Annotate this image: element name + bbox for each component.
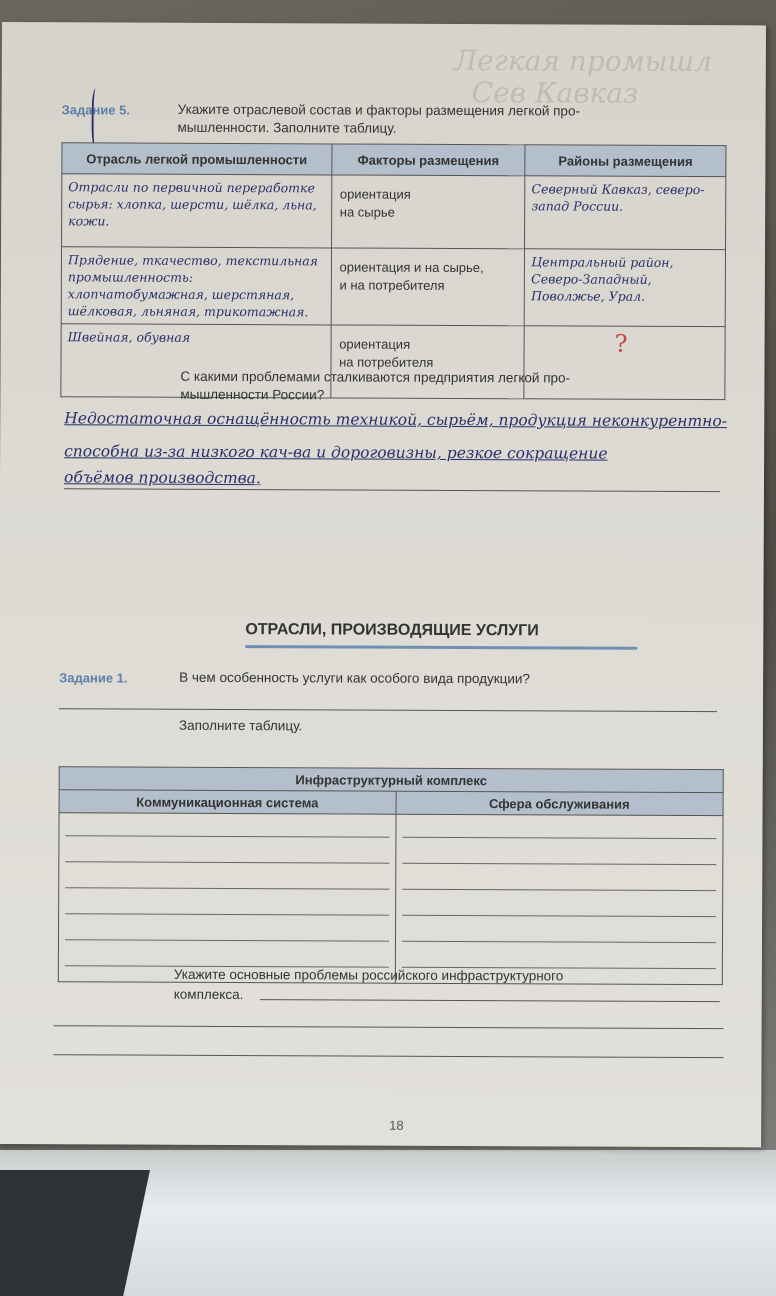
write-line <box>402 863 716 865</box>
communication-cell[interactable] <box>58 813 395 983</box>
write-line <box>402 941 716 943</box>
factor-cell <box>331 248 525 326</box>
task1-label: Задание 1. <box>59 670 128 686</box>
infrastructure-table <box>58 766 724 985</box>
table-row <box>61 247 725 327</box>
problems-text-line1: Укажите основные проблемы российского инфраструктурного <box>173 966 564 984</box>
write-line <box>402 837 716 839</box>
section-underline <box>245 645 637 650</box>
write-line <box>402 915 716 917</box>
problems-text-line2: комплекса. <box>173 986 244 1003</box>
bleed-through-text-1: Легкая промышл <box>453 43 713 79</box>
task5-label: Задание 5. <box>61 102 131 118</box>
header-factors: Факторы размещения <box>331 144 525 176</box>
red-question-mark: ? <box>614 329 628 358</box>
write-line <box>65 887 389 889</box>
infrastructure-table-title: Инфраструктурный комплекс <box>59 767 723 793</box>
factor-line: и на потребителя <box>339 277 445 293</box>
header-regions: Районы размещения <box>525 145 726 177</box>
factor-line: ориентация и на сырье, <box>339 259 484 276</box>
write-line <box>402 889 716 891</box>
task1-answer-line[interactable] <box>59 708 717 712</box>
branch-cell[interactable]: Швейная, обувная <box>61 324 331 398</box>
task5-table <box>60 142 726 400</box>
task5-text-line2: мышленности. Заполните таблицу. <box>177 119 397 136</box>
region-cell[interactable]: Северный Кавказ, северо-запад России. <box>525 176 726 250</box>
bleed-through-text-2: Сев Кавказ <box>471 76 639 110</box>
problems-answer-line-2[interactable] <box>54 1025 724 1029</box>
write-line <box>65 939 389 941</box>
factor-cell <box>330 325 524 399</box>
table-row <box>62 174 726 250</box>
branch-cell[interactable]: Прядение, ткачество, текстильная промышленность: хлопчатобумажная, шерстяная, шёлковая, льняная, трикотажная. <box>61 247 331 325</box>
header-communication: Коммуникационная система <box>59 790 396 814</box>
write-line <box>65 913 389 915</box>
factor-line: на потребителя <box>339 354 434 370</box>
factor-cell <box>331 175 525 249</box>
header-branch: Отрасль легкой промышленности <box>62 143 332 175</box>
problems-answer-line-3[interactable] <box>53 1054 723 1058</box>
workbook-page <box>0 22 766 1147</box>
section-title: ОТРАСЛИ, ПРОИЗВОДЯЩИЕ УСЛУГИ <box>245 621 539 640</box>
write-line <box>65 861 389 863</box>
write-line <box>65 835 389 837</box>
services-cell[interactable] <box>395 814 723 984</box>
factor-line: ориентация <box>339 336 411 352</box>
branch-cell[interactable]: Отрасли по первичной переработке сырья: хлопка, шерсти, шёлка, льна, кожи. <box>62 174 332 248</box>
factor-line: на сырье <box>339 204 395 220</box>
problems-answer-line-1[interactable] <box>260 999 720 1002</box>
answer-line-2[interactable]: способна из-за низкого кач-ва и дороговизны, резкое сокращение <box>64 442 608 463</box>
task5-question-line1: С какими проблемами сталкиваются предприятия легкой про- <box>180 368 571 386</box>
answer-line-3[interactable]: объёмов производства. <box>63 468 261 488</box>
region-cell[interactable]: Центральный район, Северо-Западный, Поволжье, Урал. <box>524 249 725 327</box>
task5-text-line1: Укажите отраслевой состав и факторы размещения легкой про- <box>177 101 581 119</box>
pen-mark <box>91 88 101 148</box>
task1-question: В чем особенность услуги как особого вида продукции? <box>179 669 530 687</box>
page-number: 18 <box>389 1117 404 1133</box>
factor-line: ориентация <box>339 186 411 202</box>
task5-table-header <box>62 143 726 177</box>
task5-question-line2: мышленности России? <box>180 386 325 403</box>
task1-instruction: Заполните таблицу. <box>178 717 303 734</box>
header-services: Сфера обслуживания <box>396 791 724 815</box>
answer-line-1[interactable]: Недостаточная оснащённость техникой, сырьём, продукция неконкурентно- <box>64 409 728 431</box>
answer-rule <box>64 488 720 492</box>
